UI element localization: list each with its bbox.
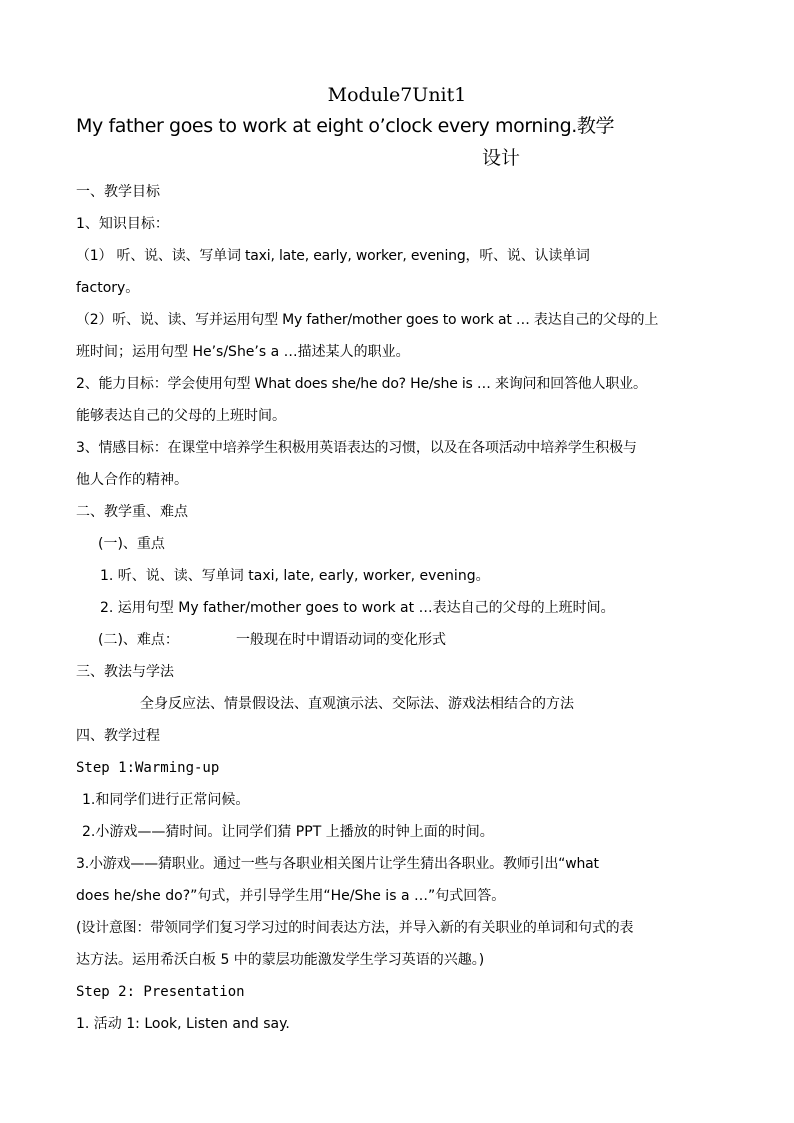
key-point-2: 2. 运用句型 My father/mother goes to work at …表达自己的父母的上班时间。 <box>100 600 615 616</box>
key-points-label: (一)、重点 <box>98 536 165 552</box>
step2-heading: Step 2: Presentation <box>76 984 245 1000</box>
emotion-goal-cont: 他人合作的精神。 <box>76 472 188 488</box>
step1-item-2: 2.小游戏——猜时间。让同学们猜 PPT 上播放的时钟上面的时间。 <box>82 824 494 840</box>
document-title-line1: Module7Unit1 <box>327 84 467 106</box>
knowledge-goal-1: （1） 听、说、读、写单词 taxi, late, early, worker, evening，听、说、认读单词 <box>76 248 590 264</box>
knowledge-goal-2: （2）听、说、读、写并运用句型 My father/mother goes to work at … 表达自己的父母的上 <box>76 312 659 328</box>
document-title-line3: 设计 <box>482 147 521 169</box>
step1-item-3-cont: does he/she do?”句式，并引导学生用“He/She is a …”句式回答。 <box>76 888 506 904</box>
knowledge-goal-2-cont: 班时间；运用句型 He’s/She’s a …描述某人的职业。 <box>76 344 410 360</box>
knowledge-goal-1-cont: factory。 <box>76 280 140 296</box>
step1-item-1: 1.和同学们进行正常问候。 <box>82 792 250 808</box>
design-intent: (设计意图：带领同学们复习学习过的时间表达方法，并导入新的有关职业的单词和句式的表 <box>76 920 634 936</box>
difficult-point-text: 一般现在时中谓语动词的变化形式 <box>236 632 446 648</box>
difficult-points-label: (二)、难点： <box>98 632 179 648</box>
ability-goal-cont: 能够表达自己的父母的上班时间。 <box>76 408 286 424</box>
heading-methods: 三、教法与学法 <box>76 664 174 680</box>
key-point-1: 1. 听、说、读、写单词 taxi, late, early, worker, evening。 <box>100 568 490 584</box>
design-intent-cont: 达方法。运用希沃白板 5 中的蒙层功能激发学生学习英语的兴趣。) <box>76 952 485 968</box>
step1-heading: Step 1:Warming-up <box>76 760 220 776</box>
methods-text: 全身反应法、情景假设法、直观演示法、交际法、游戏法相结合的方法 <box>140 696 574 712</box>
knowledge-goal-label: 1、知识目标： <box>76 216 169 232</box>
heading-process: 四、教学过程 <box>76 728 160 744</box>
emotion-goal: 3、情感目标：在课堂中培养学生积极用英语表达的习惯，以及在各项活动中培养学生积极与 <box>76 440 637 456</box>
step1-item-3: 3.小游戏——猜职业。通过一些与各职业相关图片让学生猜出各职业。教师引出“what <box>76 856 599 872</box>
heading-teaching-goals: 一、教学目标 <box>76 184 160 200</box>
ability-goal: 2、能力目标：学会使用句型 What does she/he do? He/she is … 来询问和回答他人职业。 <box>76 376 647 392</box>
step2-activity-1: 1. 活动 1: Look, Listen and say. <box>76 1016 290 1032</box>
heading-key-points: 二、教学重、难点 <box>76 504 188 520</box>
document-title-line2: My father goes to work at eight o’clock every morning.教学 <box>76 115 615 137</box>
